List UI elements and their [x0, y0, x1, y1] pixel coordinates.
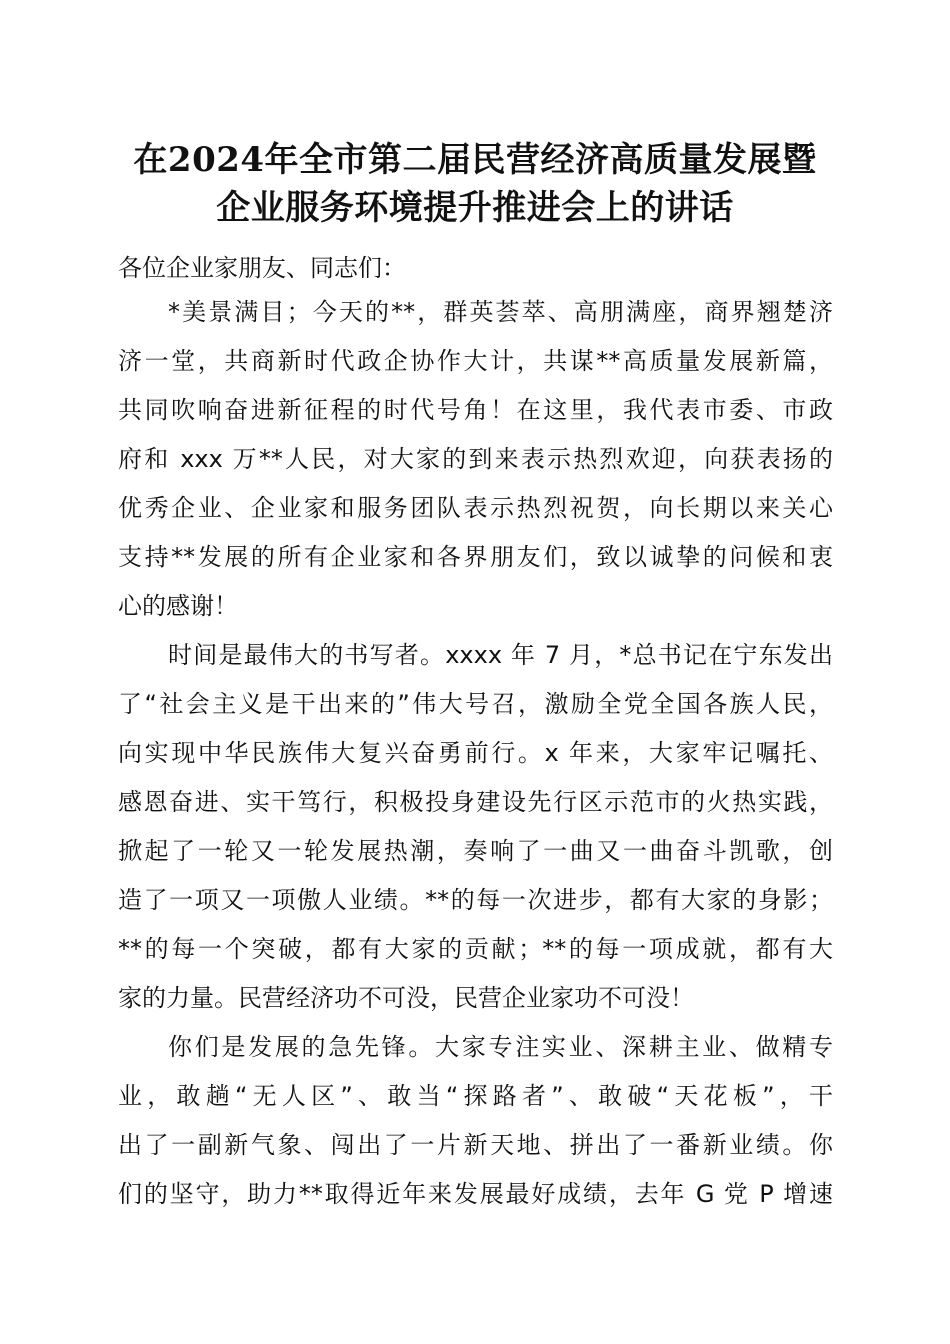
paragraph-1-line: 济一堂，共商新时代政企协作大计，共谋**高质量发展新篇，	[118, 347, 833, 375]
paragraph-1-line: 共同吹响奋进新征程的时代号角！在这里，我代表市委、市政	[118, 396, 833, 424]
paragraph-1-line: 府和 xxx 万**人民，对大家的到来表示热烈欢迎，向获表扬的	[118, 445, 833, 473]
paragraph-1-line: 优秀企业、企业家和服务团队表示热烈祝贺，向长期以来关心	[118, 494, 833, 522]
paragraph-1-line: 支持**发展的所有企业家和各界朋友们，致以诚挚的问候和衷	[118, 543, 833, 571]
paragraph-2-line: 了“社会主义是干出来的”伟大号召，激励全党全国各族人民，	[118, 690, 833, 718]
paragraph-2-line: 家的力量。民营经济功不可没，民营企业家功不可没！	[118, 984, 694, 1012]
paragraph-1-line: 心的感谢！	[118, 592, 238, 620]
paragraph-3-line: 你们是发展的急先锋。大家专注实业、深耕主业、做精专	[168, 1033, 833, 1061]
paragraph-2-line: 造了一项又一项傲人业绩。**的每一次进步，都有大家的身影；	[118, 886, 833, 914]
paragraph-2-line: 向实现中华民族伟大复兴奋勇前行。x 年来，大家牢记嘱托、	[118, 739, 833, 767]
title-line-2: 企业服务环境提升推进会上的讲话	[216, 188, 734, 228]
paragraph-2-line: 掀起了一轮又一轮发展热潮，奏响了一曲又一曲奋斗凯歌，创	[118, 837, 833, 865]
paragraph-2-line: **的每一个突破，都有大家的贡献；**的每一项成就，都有大	[118, 935, 833, 963]
paragraph-3-line: 业，敢趟“无人区”、敢当“探路者”、敢破“天花板”，干	[118, 1082, 833, 1110]
salutation: 各位企业家朋友、同志们：	[118, 254, 406, 282]
paragraph-3-line: 们的坚守，助力**取得近年来发展最好成绩，去年 G 党 P 增速	[118, 1180, 833, 1208]
paragraph-2-line: 时间是最伟大的书写者。xxxx 年 7 月，*总书记在宁东发出	[168, 641, 833, 669]
document-title	[0, 136, 950, 232]
paragraph-3-line: 出了一副新气象、闯出了一片新天地、拼出了一番新业绩。你	[118, 1131, 833, 1159]
paragraph-1-line: *美景满目；今天的**，群英荟萃、高朋满座，商界翘楚济	[168, 298, 833, 326]
paragraph-2-line: 感恩奋进、实干笃行，积极投身建设先行区示范市的火热实践，	[118, 788, 833, 816]
title-line-1: 在2024年全市第二届民营经济高质量发展暨	[133, 140, 817, 180]
